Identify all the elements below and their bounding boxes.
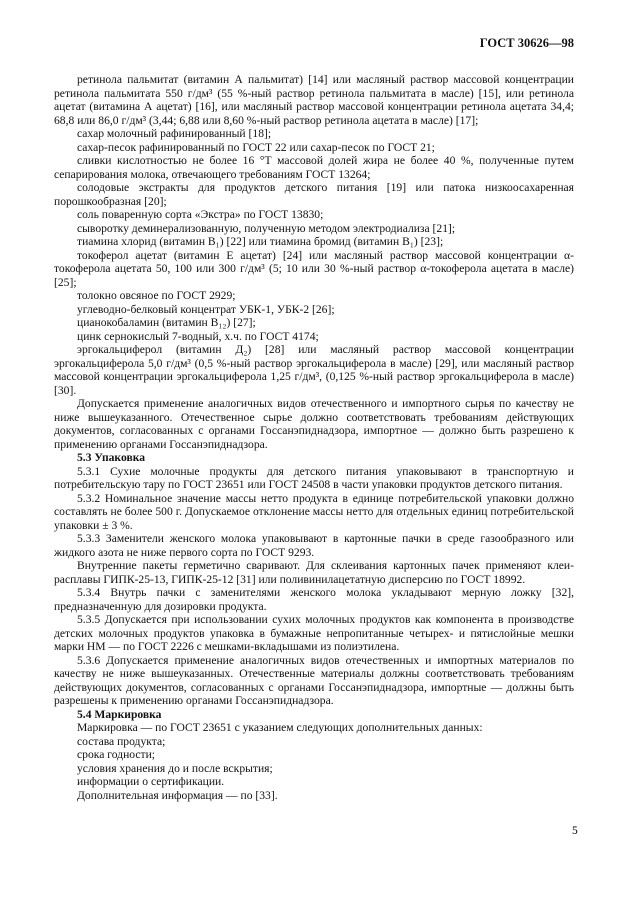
paragraph: сыворотку деминерализованную, полученную методом электродиализа [21]; [77,221,456,235]
paragraph: сливки кислотностью не более 16 °Т массовой долей жира не более 40 %, полученные путем сепарирования молока, отвечающего требованиям ГОСТ 13264; [54,154,574,181]
paragraph: условия хранения до и после вскрытия; [77,761,273,775]
paragraph: 5.3.4 Внутрь пачки с заменителями женского молока укладывают мерную ложку [32], предназначенную для дозировки продукта. [54,586,574,613]
paragraph: токоферол ацетат (витамин Е ацетат) [24] или масляный раствор массовой концентрации α-токоферола ацетата 50, 100 или 300 г/дм³ (5; 10 или 30 %-ный раствор α-токоферола ацетата в масле) [25]; [54,248,574,289]
paragraph: 5.3.2 Номинальное значение массы нетто продукта в единице потребительской упаковки должно составлять не более 500 г. Допускаемое отклонение массы нетто для отдельных единиц потребительской упаковки ± 3 %. [54,491,574,532]
paragraph: 5.3.6 Допускается применение аналогичных видов отечественных и импортных материалов по качеству не ниже вышеуказанных. Отечественные материалы должны соответствовать требованиям действующих документов, согласованных с органами Госсанэпиднадзора, импортные — должны быть разрешены к применению органами Госсанэпиднадзора. [54,653,574,707]
paragraph: срока годности; [77,748,155,761]
paragraph: сахар молочный рафинированный [18]; [77,127,272,140]
paragraph: Маркировка — по ГОСТ 23651 с указанием следующих дополнительных данных: [77,721,483,734]
paragraph: толокно овсяное по ГОСТ 2929; [77,289,236,302]
paragraph: Внутренние пакеты герметично сваривают. Для склеивания картонных пачек применяют клеи-расплавы ГИПК-25-13, ГИПК-25-12 [31] или поливинилацетатную дисперсию по ГОСТ 18992. [54,559,574,586]
paragraph: цианокобаламин (витамин B₁₂) [27]; [77,316,256,329]
section-heading: 5.3 Упаковка [77,451,146,464]
paragraph: 5.3.5 Допускается при использовании сухих молочных продуктов как компонента в производстве детских молочных продуктов упаковка в бумажные непропитанные четырех- и пятислойные мешки марки НМ — по ГОСТ 2226 с мешками-вкладышами из полиэтилена. [54,613,574,653]
paragraph: Допускается применение аналогичных видов отечественного и импортного сырья по качеству не ниже вышеуказанного. Отечественное сырье должно соответствовать требованиям действующих документов, согласованных с органами Госсанэпиднадзора, импортное — должно быть разрешено к применению органами Госсанэпиднадзора. [54,397,574,451]
page-number: 5 [572,825,578,837]
paragraph: соль поваренную сорта «Экстра» по ГОСТ 13830; [77,208,324,221]
paragraph: состава продукта; [77,734,166,748]
paragraph: ретинола пальмитат (витамин А пальмитат) [14] или масляный раствор массовой концентрации ретинола пальмитата 550 г/дм³ (55 %-ный раствор ретинола пальмитата в масле) [15], или ретинола ацетат (витамина А ацетат) [16], или масляный раствор массовой концентрации ретинола ацетата 34,4; 68,8 или 86,0 г/дм³ (3,44; 6,88 или 8,60 %-ный раствор ретинола ацетата в масле) [17]; [54,73,574,127]
paragraph: углеводно-белковый концентрат УБК-1, УБК-2 [26]; [77,302,335,316]
paragraph: цинк сернокислый 7-водный, х.ч. по ГОСТ 4174; [77,329,319,343]
paragraph: информации о сертификации. [77,775,225,788]
document-body [54,73,574,802]
document-page [54,36,574,802]
document-header: ГОСТ 30626—98 [479,36,574,50]
paragraph: эргокальциферол (витамин Д₂) [28] или масляный раствор массовой концентрации эргокальциферола 5,0 г/дм³ (0,5 %-ный раствор эргокальциферола в масле) [29], или масляный раствор массовой концентрации эргокальциферола 1,25 г/дм³, (0,125 %-ный раствор эргокальциферола в масле) [30]. [54,343,574,397]
paragraph: сахар-песок рафинированный по ГОСТ 22 или сахар-песок по ГОСТ 21; [77,140,435,154]
section-heading: 5.4 Маркировка [77,707,162,721]
paragraph: солодовые экстракты для продуктов детского питания [19] или патока низкоосахаренная порошкообразная [20]; [54,181,574,208]
paragraph: тиамина хлорид (витамин B₁) [22] или тиамина бромид (витамин B₁) [23]; [77,235,444,248]
paragraph: 5.3.1 Сухие молочные продукты для детского питания упаковывают в транспортную и потребительскую тару по ГОСТ 23651 или ГОСТ 24508 в части упаковки продуктов детского питания. [54,464,574,491]
paragraph: Дополнительная информация — по [33]. [77,788,278,802]
paragraph: 5.3.3 Заменители женского молока упаковывают в картонные пачки в среде газообразного или жидкого азота не ниже первого сорта по ГОСТ 9293. [54,532,574,559]
